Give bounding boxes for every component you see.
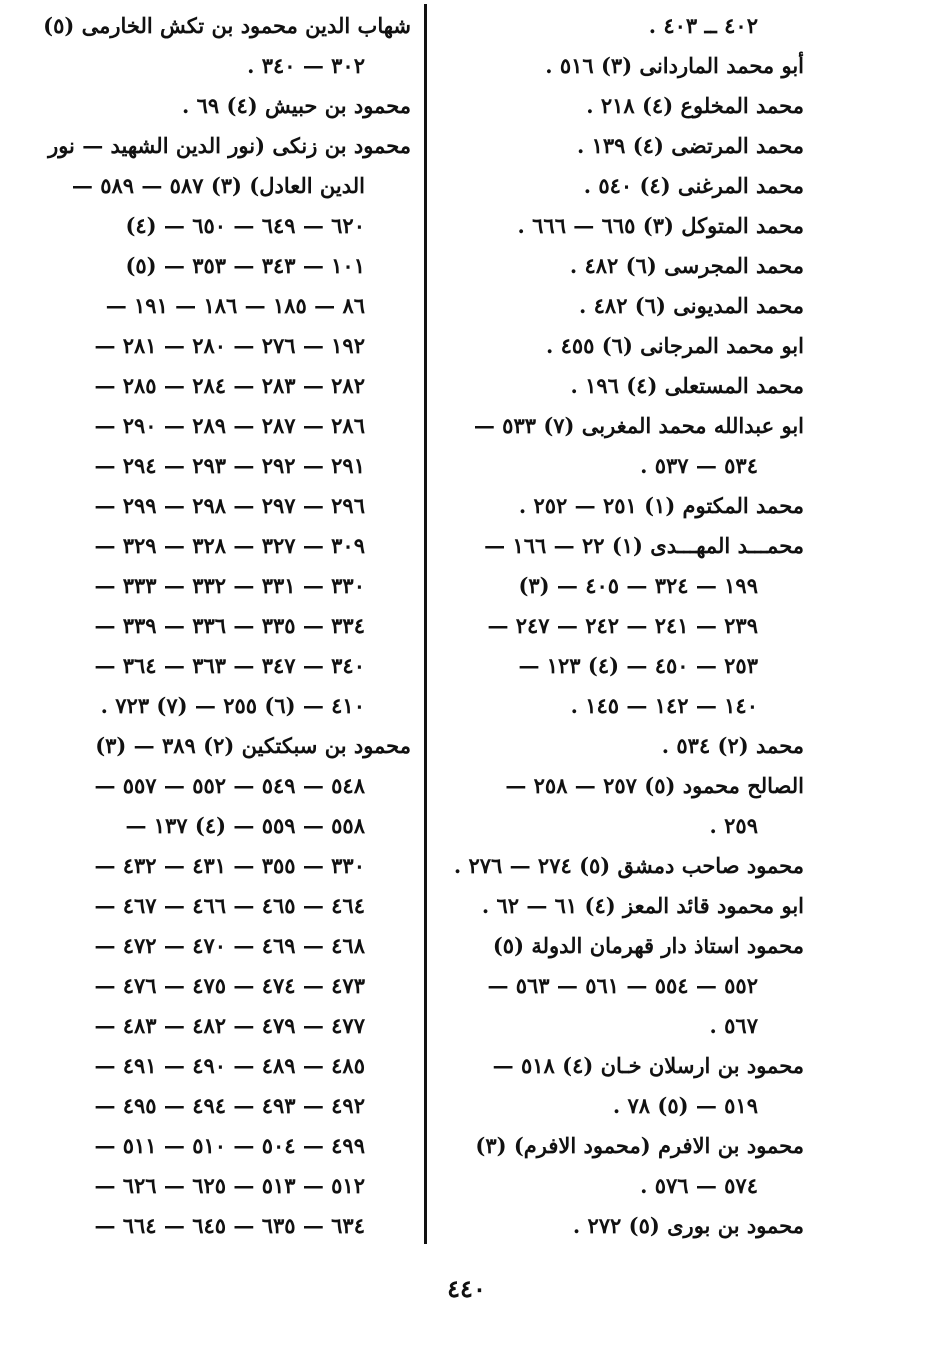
index-entry: محمـــد المهـــدى (١) ٢٢ — ١٦٦ — — [484, 533, 804, 558]
index-entry-continuation: ٤٦٤ — ٤٦٥ — ٤٦٦ — ٤٦٧ — — [94, 893, 365, 918]
index-entry: ابو عبدالله محمد المغربى (٧) ٥٣٣ — — [473, 413, 804, 438]
index-entry-continuation: ٦٢٠ — ٦٤٩ — ٦٥٠ — (٤) — [125, 213, 365, 238]
index-entry: محمود بن زنكى (نور الدين الشهيد — نور — [48, 133, 411, 158]
index-entry-continuation: ٣٠٩ — ٣٢٧ — ٣٢٨ — ٣٢٩ — — [94, 533, 365, 558]
index-entry-continuation: ٤٩٢ — ٤٩٣ — ٤٩٤ — ٤٩٥ — — [94, 1093, 365, 1118]
index-entry: محمود بن بورى (٥) ٢٧٢ . — [572, 1213, 804, 1238]
index-entry-continuation: ٤٠٢ ــ ٤٠٣ . — [648, 13, 758, 38]
index-entry-continuation: ١٩٩ — ٣٢٤ — ٤٠٥ — (٣) — [518, 573, 758, 598]
index-entry-continuation: ٥٥٢ — ٥٥٤ — ٥٦١ — ٥٦٣ — — [487, 973, 758, 998]
index-entry: محمود بن ارسلان خـان (٤) ٥١٨ — — [492, 1053, 804, 1078]
index-entry-continuation: ٥٣٤ — ٥٣٧ . — [640, 453, 758, 478]
index-entry-continuation: ٣٤٠ — ٣٤٧ — ٣٦٣ — ٣٦٤ — — [94, 653, 365, 678]
index-entry-continuation: ٢٨٦ — ٢٨٧ — ٢٨٩ — ٢٩٠ — — [94, 413, 365, 438]
index-entry: محمد المتوكل (٣) ٦٦٥ — ٦٦٦ . — [517, 213, 804, 238]
index-entry: محمود بن سبكتكين (٢) ٣٨٩ — (٣) — [95, 733, 411, 758]
index-entry-continuation: ٤٧٧ — ٤٧٩ — ٤٨٢ — ٤٨٣ — — [94, 1013, 365, 1038]
index-entry: محمود استاذ دار قهرمان الدولة (٥) — [492, 933, 804, 958]
index-entry-continuation: ٥٤٨ — ٥٤٩ — ٥٥٢ — ٥٥٧ — — [94, 773, 365, 798]
index-entry: محمد المستعلى (٤) ١٩٦ . — [570, 373, 804, 398]
index-entry-continuation: ٥١٩ — (٥) ٧٨ . — [612, 1093, 758, 1118]
index-entry-continuation: ١٩٢ — ٢٧٦ — ٢٨٠ — ٢٨١ — — [94, 333, 365, 358]
index-entry-continuation: ٥١٢ — ٥١٣ — ٦٢٥ — ٦٢٦ — — [94, 1173, 365, 1198]
index-entry-continuation: ١٤٠ — ١٤٢ — ١٤٥ . — [570, 693, 758, 718]
index-entry-continuation: ٤١٠ — (٦) ٢٥٥ — (٧) ٧٢٣ . — [100, 693, 365, 718]
index-entry-continuation: ٤٧٣ — ٤٧٤ — ٤٧٥ — ٤٧٦ — — [94, 973, 365, 998]
index-entry-continuation: ٣٣٠ — ٣٥٥ — ٤٣١ — ٤٣٢ — — [94, 853, 365, 878]
index-entry: شهاب الدين محمود بن تكش الخارمى (٥) — [43, 13, 411, 38]
index-entry: الصالح محمود (٥) ٢٥٧ — ٢٥٨ — — [505, 773, 804, 798]
index-entry-continuation: ٤٦٨ — ٤٦٩ — ٤٧٠ — ٤٧٢ — — [94, 933, 365, 958]
index-entry: محمد المرتضى (٤) ١٣٩ . — [576, 133, 804, 158]
index-entry-continuation: ٤٨٥ — ٤٨٩ — ٤٩٠ — ٤٩١ — — [94, 1053, 365, 1078]
index-entry-continuation: ٢٨٢ — ٢٨٣ — ٢٨٤ — ٢٨٥ — — [94, 373, 365, 398]
index-entry-continuation: ٢٥٩ . — [709, 813, 758, 838]
index-entry-continuation: ٥٥٨ — ٥٥٩ — (٤) ١٣٧ — — [125, 813, 365, 838]
index-entry-continuation: ٥٦٧ . — [709, 1013, 758, 1038]
index-entry-continuation: ٢٩٦ — ٢٩٧ — ٢٩٨ — ٢٩٩ — — [94, 493, 365, 518]
index-entry-continuation: ٣٠٢ — ٣٤٠ . — [247, 53, 365, 78]
index-entry: محمد المكتوم (١) ٢٥١ — ٢٥٢ . — [518, 493, 804, 518]
column-divider — [424, 4, 427, 1244]
index-entry: محمد المجرسى (٦) ٤٨٢ . — [569, 253, 804, 278]
index-entry-continuation: ٣٣٠ — ٣٣١ — ٣٣٢ — ٣٣٣ — — [94, 573, 365, 598]
index-entry-continuation: ٦٣٤ — ٦٣٥ — ٦٤٥ — ٦٦٤ — — [94, 1213, 365, 1238]
index-entry: محمد المرغنى (٤) ٥٤٠ . — [583, 173, 804, 198]
index-entry: محمد المخلوع (٤) ٢١٨ . — [586, 93, 804, 118]
index-entry: محمود صاحب دمشق (٥) ٢٧٤ — ٢٧٦ . — [453, 853, 804, 878]
index-entry-continuation: ١٠١ — ٣٤٣ — ٣٥٣ — (٥) — [125, 253, 365, 278]
index-entry-continuation: ٢٣٩ — ٢٤١ — ٢٤٢ — ٢٤٧ — — [487, 613, 758, 638]
index-entry: ابو محمود قائد المعز (٤) ٦١ — ٦٢ . — [481, 893, 804, 918]
index-entry: ابو محمد المرجانى (٦) ٤٥٥ . — [545, 333, 804, 358]
page-number: ٤٤٠ — [447, 1274, 486, 1303]
right-column — [448, 6, 804, 1246]
index-entry-continuation: ٢٩١ — ٢٩٢ — ٢٩٣ — ٢٩٤ — — [94, 453, 365, 478]
index-entry-continuation: ٣٣٤ — ٣٣٥ — ٣٣٦ — ٣٣٩ — — [94, 613, 365, 638]
index-entry: محمود بن حبيش (٤) ٦٩ . — [182, 93, 411, 118]
index-entry-continuation: ٨٦ — ١٨٥ — ١٨٦ — ١٩١ — — [105, 293, 365, 318]
index-entry: محمد (٢) ٥٣٤ . — [661, 733, 804, 758]
index-entry: محمد المديونى (٦) ٤٨٢ . — [579, 293, 804, 318]
index-entry: محمود بن الافرم (محمود الافرم) (٣) — [475, 1133, 804, 1158]
index-entry-continuation: الدين العادل) (٣) ٥٨٧ — ٥٨٩ — — [71, 173, 365, 198]
index-entry-continuation: ٥٧٤ — ٥٧٦ . — [640, 1173, 758, 1198]
index-entry-continuation: ٤٩٩ — ٥٠٤ — ٥١٠ — ٥١١ — — [94, 1133, 365, 1158]
index-entry: أبو محمد الماردانى (٣) ٥١٦ . — [545, 53, 804, 78]
left-column — [43, 6, 411, 1246]
index-entry-continuation: ٢٥٣ — ٤٥٠ — (٤) ١٢٣ — — [518, 653, 758, 678]
